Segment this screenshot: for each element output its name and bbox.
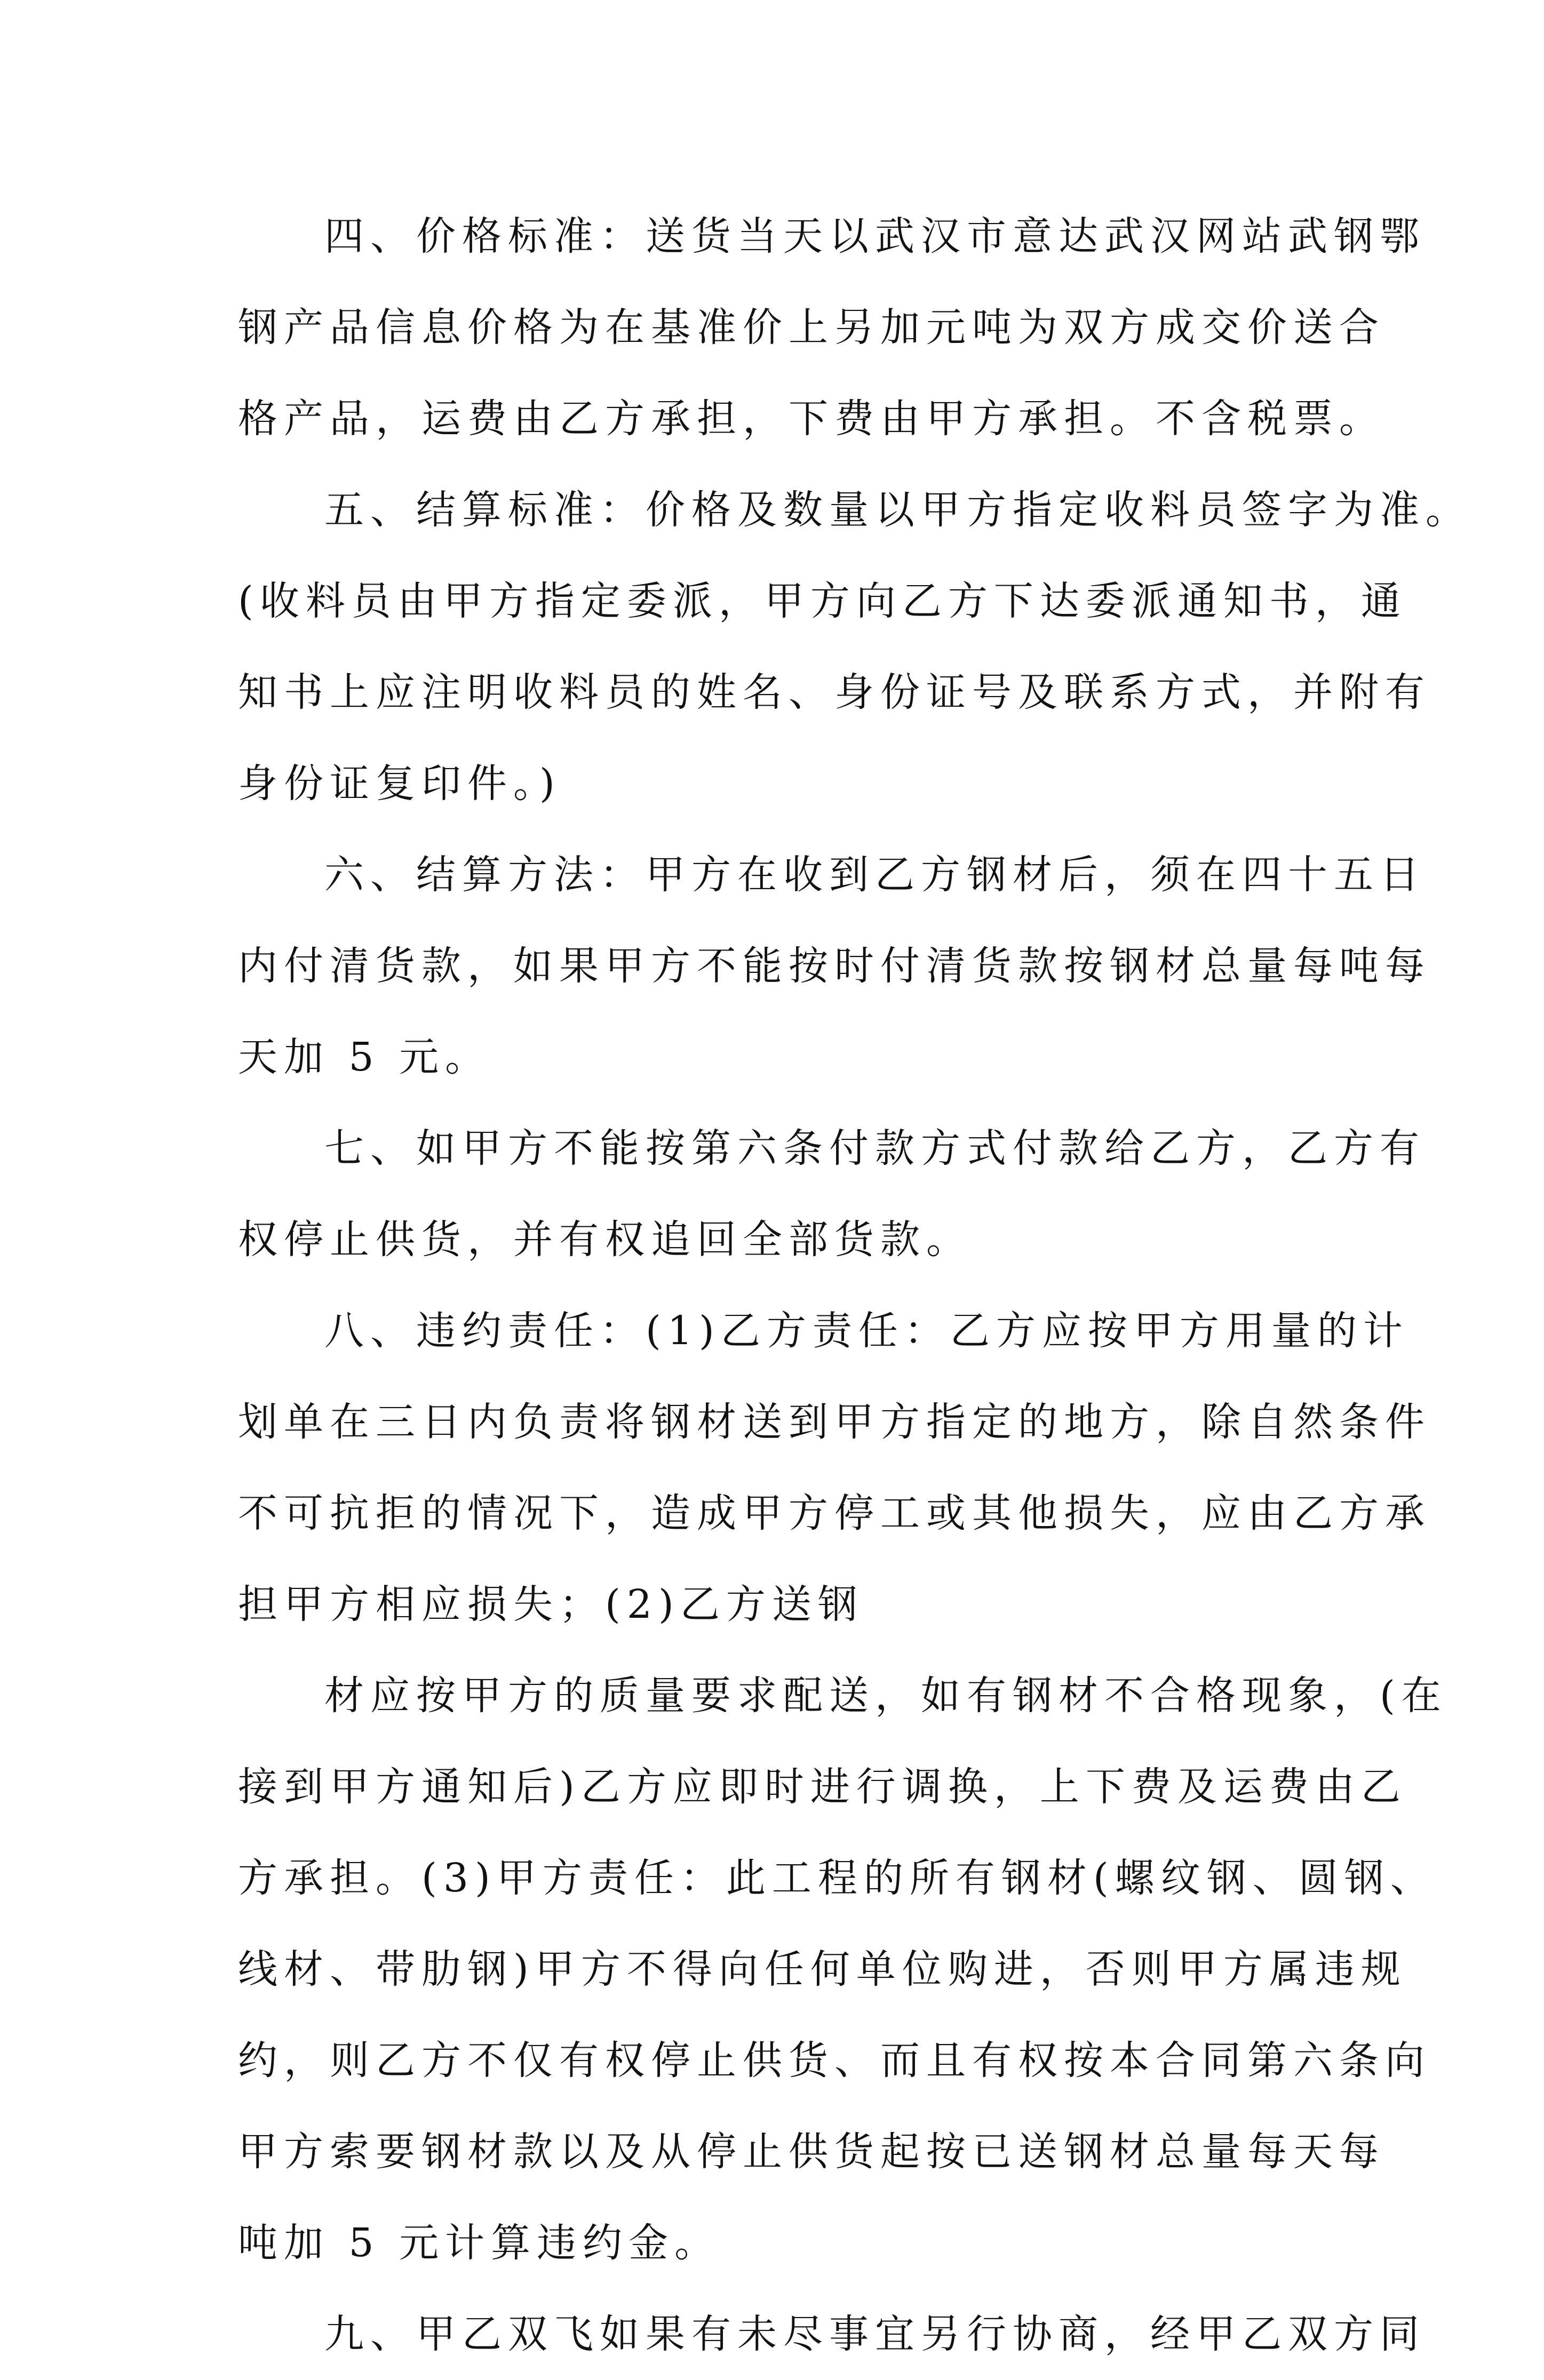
text-line: 划单在三日内负责将钢材送到甲方指定的地方，除自然条件 — [238, 1399, 1431, 1445]
text-line: 约，则乙方不仅有权停止供货、而且有权按本合同第六条向 — [238, 2038, 1431, 2083]
text-line: 内付清货款，如果甲方不能按时付清货款按钢材总量每吨每 — [238, 943, 1431, 989]
text-line: 接到甲方通知后)乙方应即时进行调换，上下费及运费由乙 — [238, 1764, 1407, 1810]
text-line: 七、如甲方不能按第六条付款方式付款给乙方，乙方有 — [324, 1125, 1426, 1171]
text-line: 五、结算标准：价格及数量以甲方指定收料员签字为准。 — [324, 487, 1471, 533]
text-line: 八、违约责任：(1)乙方责任：乙方应按甲方用量的计 — [324, 1308, 1409, 1354]
text-line: 吨加 5 元计算违约金。 — [238, 2220, 721, 2266]
text-line: 六、结算方法：甲方在收到乙方钢材后，须在四十五日 — [324, 852, 1426, 898]
text-line: 天加 5 元。 — [238, 1034, 491, 1080]
text-line: 方承担。(3)甲方责任：此工程的所有钢材(螺纹钢、圆钢、 — [238, 1855, 1436, 1901]
text-line: 线材、带肋钢)甲方不得向任何单位购进，否则甲方属违规 — [238, 1946, 1407, 1992]
text-line: 四、价格标准：送货当天以武汉市意达武汉网站武钢鄂 — [324, 213, 1426, 259]
text-line: 不可抗拒的情况下，造成甲方停工或其他损失，应由乙方承 — [238, 1490, 1431, 1536]
text-line: 知书上应注明收料员的姓名、身份证号及联系方式，并附有 — [238, 669, 1431, 715]
text-line: 九、甲乙双飞如果有未尽事宜另行协商，经甲乙双方同 — [324, 2311, 1426, 2357]
text-line: 身份证复印件。) — [238, 761, 561, 806]
text-line: (收料员由甲方指定委派，甲方向乙方下达委派通知书，通 — [238, 578, 1407, 624]
text-line: 钢产品信息价格为在基准价上另加元吨为双方成交价送合 — [238, 305, 1385, 350]
text-line: 甲方索要钢材款以及从停止供货起按已送钢材总量每天每 — [238, 2129, 1385, 2175]
document-body — [238, 191, 1471, 2380]
text-line: 格产品，运费由乙方承担，下费由甲方承担。不含税票。 — [238, 396, 1385, 442]
text-line: 权停止供货，并有权追回全部货款。 — [238, 1217, 972, 1263]
text-line: 担甲方相应损失；(2)乙方送钢 — [238, 1582, 864, 1627]
text-line: 材应按甲方的质量要求配送，如有钢材不合格现象，(在 — [324, 1673, 1447, 1719]
